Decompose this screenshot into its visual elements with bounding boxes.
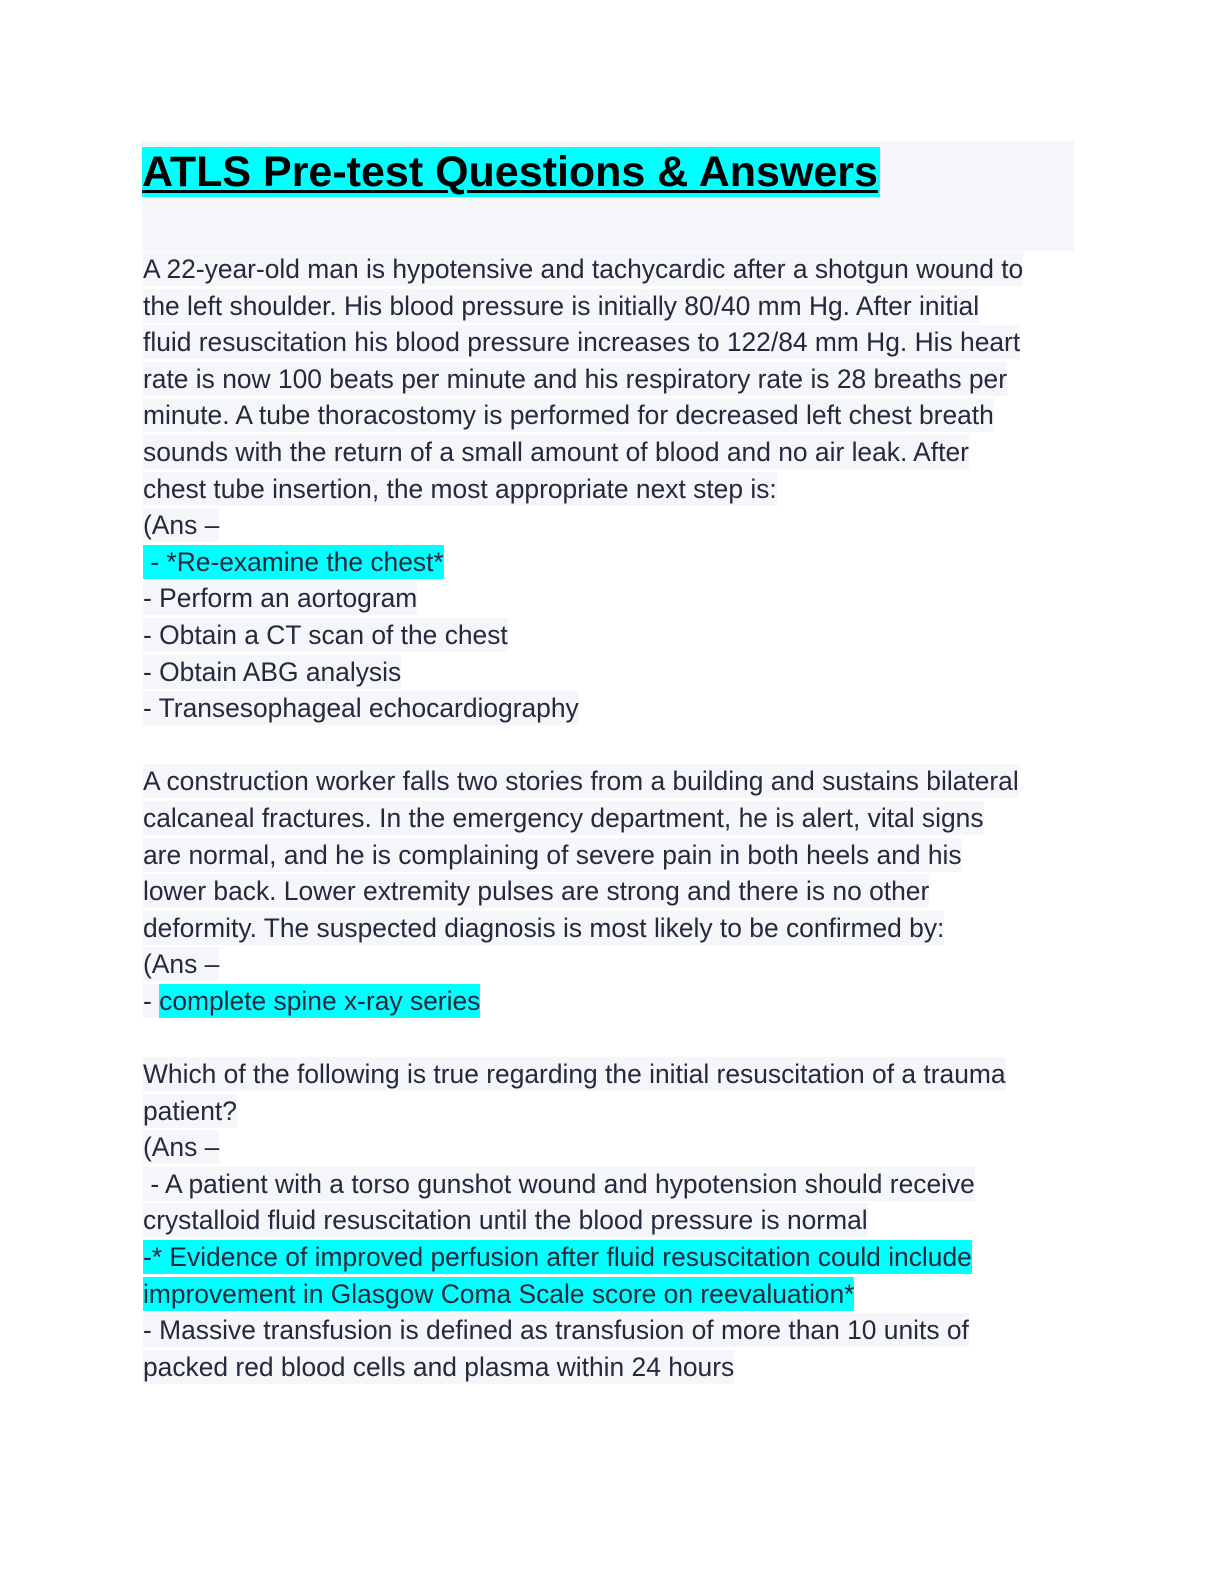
answer-option: packed red blood cells and plasma within 24 hours (143, 1351, 735, 1382)
question-text-line: are normal, and he is complaining of severe pain in both heels and his (143, 839, 962, 870)
answer-option: - Obtain a CT scan of the chest (143, 619, 508, 650)
question-text-line: sounds with the return of a small amount of blood and no air leak. After (143, 436, 969, 467)
answer-option: - Massive transfusion is defined as transfusion of more than 10 units of (143, 1315, 969, 1346)
title-block (142, 141, 1074, 251)
correct-answer-text: complete spine x-ray series (159, 985, 481, 1016)
question-2 (143, 763, 1083, 1019)
question-text-line: lower back. Lower extremity pulses are strong and there is no other (143, 876, 930, 907)
question-text-line: rate is now 100 beats per minute and his respiratory rate is 28 breaths per (143, 363, 1008, 394)
answer-label: (Ans – (143, 1132, 220, 1163)
answer-option: crystalloid fluid resuscitation until the blood pressure is normal (143, 1205, 868, 1236)
document-body (143, 251, 1083, 1385)
question-3 (143, 1056, 1083, 1385)
question-text-line: chest tube insertion, the most appropriate next step is: (143, 473, 777, 504)
question-text-line: fluid resuscitation his blood pressure increases to 122/84 mm Hg. His heart (143, 327, 1021, 358)
spacer (143, 1019, 1083, 1056)
answer-prefix: - (143, 985, 160, 1016)
spacer (143, 727, 1083, 764)
answer-option: - Transesophageal echocardiography (143, 693, 579, 724)
answer-label: (Ans – (143, 510, 220, 541)
answer-option: - A patient with a torso gunshot wound and hypotension should receive (143, 1168, 975, 1199)
question-text-line: the left shoulder. His blood pressure is initially 80/40 mm Hg. After initial (143, 290, 980, 321)
question-text-line: Which of the following is true regarding the initial resuscitation of a trauma (143, 1059, 1006, 1090)
document-title: ATLS Pre-test Questions & Answers (142, 148, 878, 196)
question-text-line: A construction worker falls two stories from a building and sustains bilateral (143, 766, 1019, 797)
answer-option: - Obtain ABG analysis (143, 656, 402, 687)
correct-answer: improvement in Glasgow Coma Scale score on reevaluation* (143, 1278, 855, 1309)
question-text-line: patient? (143, 1095, 237, 1126)
correct-answer: -* Evidence of improved perfusion after fluid resuscitation could include (143, 1242, 972, 1273)
question-1 (143, 251, 1083, 727)
question-text-line: A 22-year-old man is hypotensive and tachycardic after a shotgun wound to (143, 254, 1024, 284)
answer-label: (Ans – (143, 949, 220, 980)
question-text-line: deformity. The suspected diagnosis is most likely to be confirmed by: (143, 912, 945, 943)
correct-answer (143, 983, 1083, 1020)
question-text-line: calcaneal fractures. In the emergency department, he is alert, vital signs (143, 802, 984, 833)
answer-option: - Perform an aortogram (143, 583, 418, 614)
correct-answer: - *Re-examine the chest* (143, 546, 444, 577)
question-text-line: minute. A tube thoracostomy is performed for decreased left chest breath (143, 400, 994, 431)
